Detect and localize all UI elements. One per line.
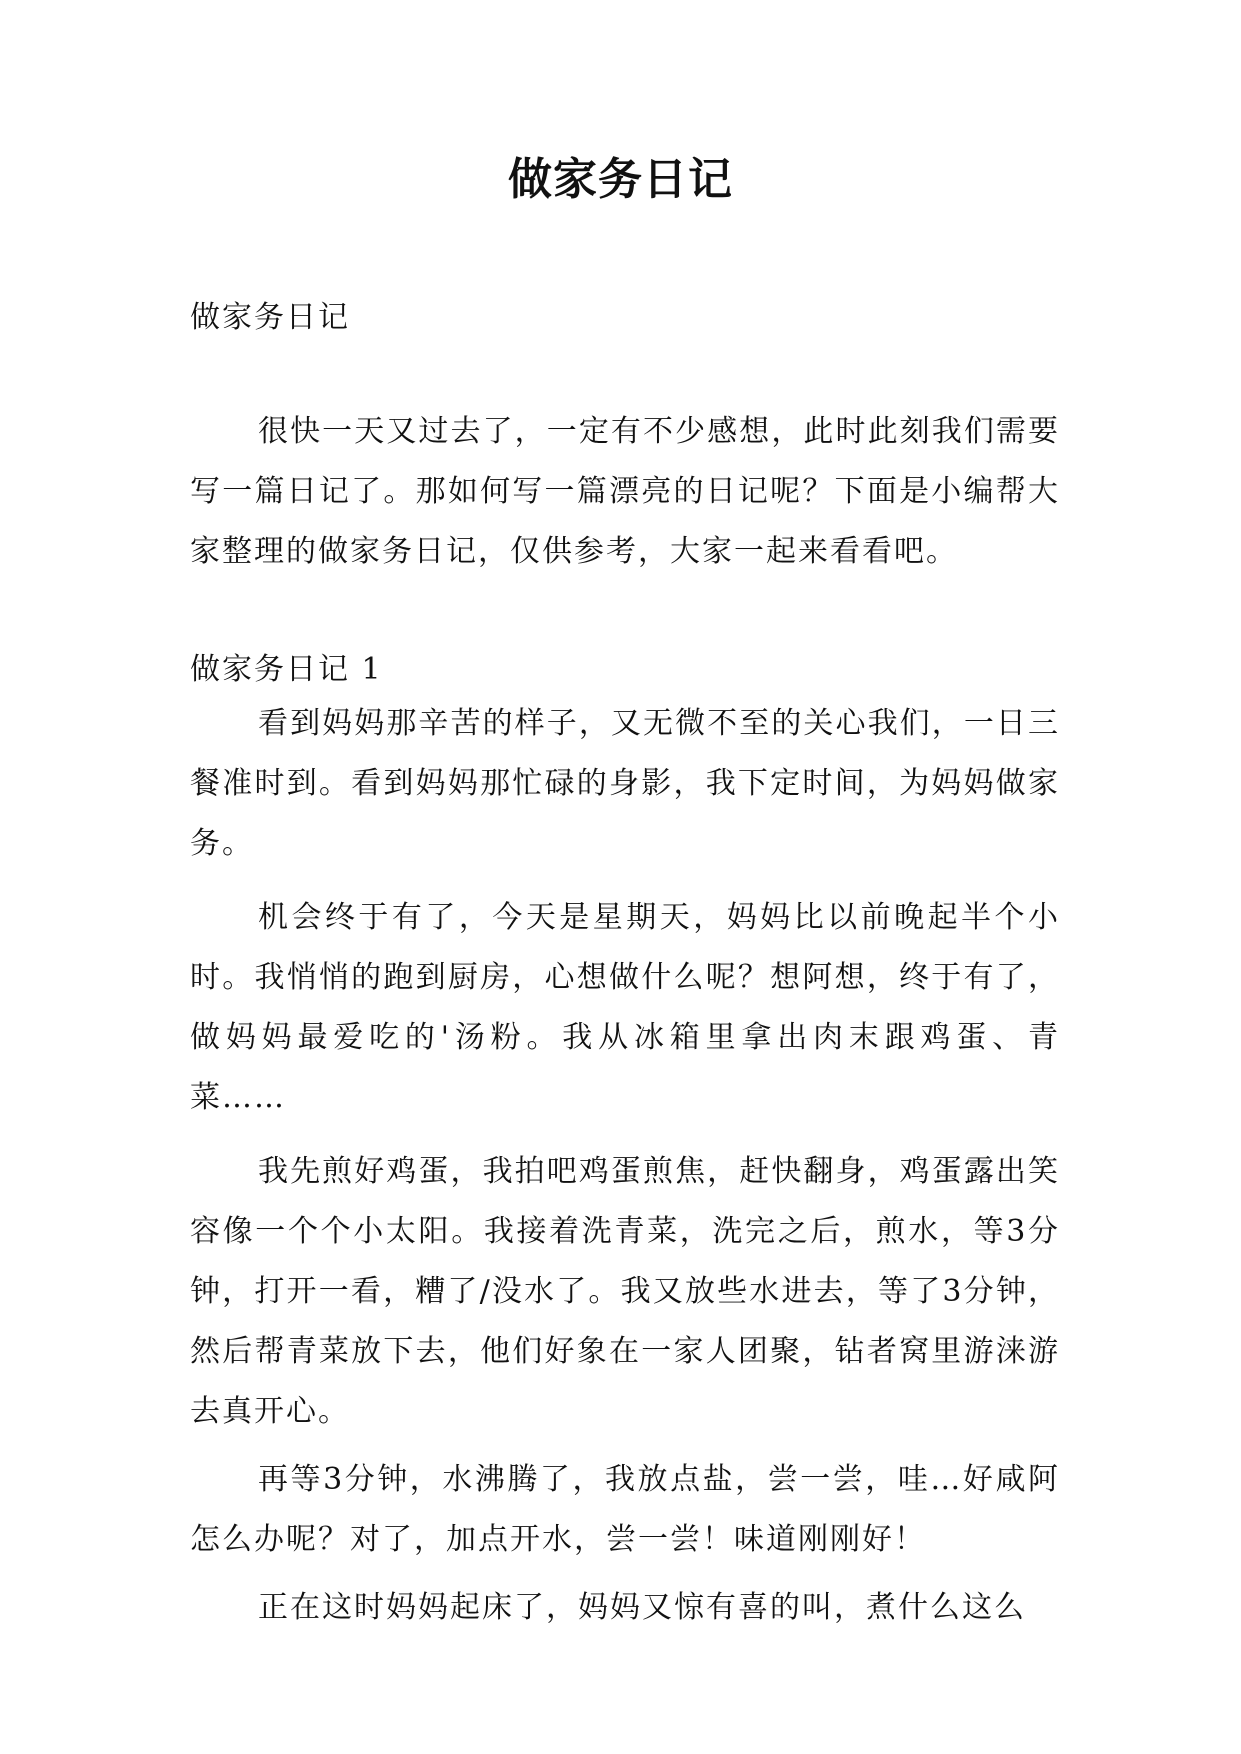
story-paragraph-1: 看到妈妈那辛苦的样子，又无微不至的关心我们，一日三餐准时到。看到妈妈那忙碌的身影，我下定时间，为妈妈做家务。 — [190, 706, 1060, 861]
story-paragraph-3: 我先煎好鸡蛋，我拍吧鸡蛋煎焦，赶快翻身，鸡蛋露出笑容像一个个小太阳。我接着洗青菜，洗完之后，煎水，等3分钟，打开一看，糟了/没水了。我又放些水进去，等了3分钟，然后帮青菜放下去，他们好象在一家人团聚，钻者窝里游涞游去真开心。 — [190, 1154, 1060, 1429]
story-paragraph-4: 再等3分钟，水沸腾了，我放点盐，尝一尝，哇…好咸阿怎么办呢？对了，加点开水，尝一尝！味道刚刚好！ — [190, 1462, 1060, 1557]
intro-paragraph — [190, 402, 1060, 582]
story-body — [190, 694, 1060, 1638]
section-heading: 做家务日记 1 — [190, 652, 383, 687]
intro-text: 很快一天又过去了，一定有不少感想，此时此刻我们需要写一篇日记了。那如何写一篇漂亮的日记呢？下面是小编帮大家整理的做家务日记，仅供参考，大家一起来看看吧。 — [190, 414, 1060, 569]
document-subtitle: 做家务日记 — [190, 300, 350, 335]
document-title: 做家务日记 — [508, 154, 733, 205]
story-paragraph-2: 机会终于有了，今天是星期天，妈妈比以前晚起半个小时。我悄悄的跑到厨房，心想做什么呢？想阿想，终于有了，做妈妈最爱吃的'汤粉。我从冰箱里拿出肉末跟鸡蛋、青菜…… — [190, 900, 1060, 1115]
story-paragraph-5: 正在这时妈妈起床了，妈妈又惊有喜的叫，煮什么这么 — [258, 1590, 1026, 1625]
